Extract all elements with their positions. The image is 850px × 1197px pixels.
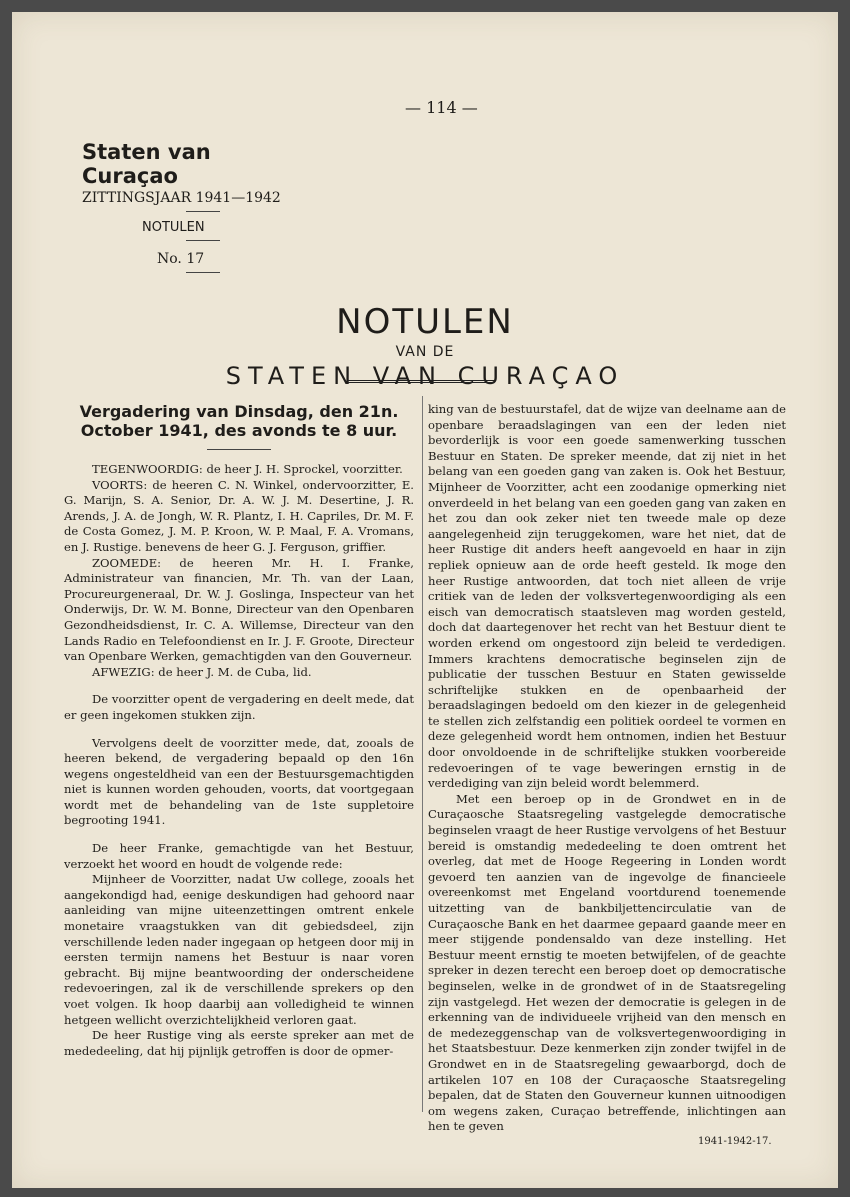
paragraph: Met een beroep op in de Grondwet en in de Curaçaosche Staatsregeling vastgelegde democratische beginselen vraagt de heer Rustige vervolgens of het Bestuur bereid is omstandig mededeeling te doen omtrent het overleg, dat met de Hooge Regeering in Londen wordt gevoerd ten aanzien van de ingevolge de financieele overeenkomst met Engeland voortdurend toenemende uitzetting van de bankbiljettencirculatie van de Curaçaosche Bank en het daarmee gepaard gaande meer en meer stijgende pondensaldo van deze instelling. Het Bestuur meent ernstig te moeten betwijfelen, of de geachte spreker in dezen terecht een beroep doet op democratische beginselen, welke in de grondwet of in de Staatsregeling zijn vastgelegd. Het wezen der democratie is gelegen in de erkenning van de individueele vrijheid van den mensch en de medezeggenschap van de volksvertegenwoordiging in het Staatsbestuur. Deze kenmerken zijn zonder twijfel in de Grondwet en in de Staatsregeling gewaarborgd, doch de artikelen 107 en 108 der Curaçaosche Staatsregeling bepalen, dat de Staten den Gouverneur kunnen uitnoodigen om wegens zaken, Curaçao betreffende, inlichtingen aan hen te geven	[428, 791, 786, 1134]
paragraph: king van de bestuurstafel, dat de wijze van deelname aan de openbare beraadslagingen van een der leden niet bevorderlijk is voor een goede samenwerking tusschen Bestuur en Staten. De spreker meende, dat zij niet in het belang van een goeden gang van zaken is. Ook het Bestuur, Mijnheer de Voorzitter, acht een zoodanige opmerking niet onverdeeld in het belang van een goeden gang van zaken en het zou dan ook zeker niet ten tweede male op deze aangelegenheid zijn teruggekomen, ware het niet, dat de heer Rustige dit anders heeft aangevoeld en haar in zijn repliek opnieuw aan de orde heeft gesteld. Ik moge den heer Rustige antwoorden, dat toch niet alleen de vrije critiek van de leden der volksvertegenwoordiging als een eisch van democratisch staatsleven mag worden gesteld, doch dat daartegenover het recht van het Bestuur dient te worden erkend om ongestoord zijn beleid te verdedigen. Immers krachtens democratische beginselen zijn de publicatie der tusschen Bestuur en Staten gewisselde schriftelijke stukken en de openbaarheid der beraadslagingen bedoeld om den kiezer in de gelegenheid te stellen zich zelfstandig een politiek oordeel te vormen en deze gelegenheid wordt hem ontnomen, indien het Bestuur door onvoldoende in de schriftelijke stukken voorbereide redevoeringen of te vage beweringen ernstig in de verdediging van zijn beleid wordt belemmerd.	[428, 402, 786, 791]
minutes-label: NOTULEN	[142, 220, 205, 235]
paragraph: De heer Franke, gemachtigde van het Bestuur, verzoekt het woord en houdt de volgende rede:	[64, 841, 414, 871]
document-page	[12, 12, 838, 1188]
title-underline	[348, 380, 494, 383]
right-column	[428, 402, 786, 1135]
divider	[207, 449, 271, 450]
masthead	[82, 140, 282, 273]
footer-code: 1941-1942-17.	[698, 1136, 772, 1147]
body-name: Staten van Curaçao	[82, 140, 211, 188]
paragraph: Vervolgens deelt de voorzitter mede, dat, zooals de heeren bekend, de vergadering bepaald op den 16n wegens ongesteldheid van een der Bestuursgemachtigden niet is kunnen worden gehouden, voorts, dat voortgegaan wordt met de behandeling van de 1ste suppletoire begrooting 1941.	[64, 735, 414, 828]
meeting-heading: Vergadering van Dinsdag, den 21n. October 1941, des avonds te 8 uur.	[79, 402, 399, 440]
divider	[186, 211, 220, 212]
paragraph: ZOOMEDE: de heeren Mr. H. I. Franke, Administrateur van financien, Mr. Th. van der Laan, Procureurgeneraal, Dr. W. J. Goslinga, Inspecteur van het Onderwijs, Dr. W. M. Bonne, Directeur van den Openbaren Gezondheidsdienst, Ir. C. A. Willemse, Directeur van den Lands Radio en Telefoondienst en Ir. J. F. Groote, Directeur van Openbare Werken, gemachtigden van den Gouverneur.	[64, 555, 414, 664]
issue-number: No. 17	[157, 251, 205, 267]
paragraph: Mijnheer de Voorzitter, nadat Uw college, zooals het aangekondigd had, eenige deskundigen had gehoord naar aanleiding van mijne uiteenzettingen omtrent enkele monetaire vraagstukken van dit gebiedsdeel, zijn verschillende leden nader ingegaan op hetgeen door mij in eersten termijn namens het Bestuur is naar voren gebracht. Bij mijne beantwoording der onderscheidene redevoeringen, zal ik de verschillende sprekers op den voet volgen. Ik hoop daarbij aan volledigheid te winnen hetgeen wellicht overzichtelijkheid verloren gaat.	[64, 872, 414, 1027]
column-divider	[422, 396, 423, 1112]
page-number: — 114 —	[405, 98, 478, 117]
title-sub: VAN DE	[395, 344, 455, 360]
title-body: STATEN VAN CURAÇAO	[225, 362, 625, 390]
left-column	[64, 402, 414, 1059]
title-main: NOTULEN	[336, 302, 514, 342]
document-title	[12, 302, 838, 390]
paragraph: TEGENWOORDIG: de heer J. H. Sprockel, voorzitter.	[92, 462, 403, 476]
paragraph: VOORTS: de heeren C. N. Winkel, ondervoorzitter, E. G. Marijn, S. A. Senior, Dr. A. W. J. M. Desertine, J. R. Arends, J. A. de Jongh, W. R. Plantz, I. H. Capriles, Dr. M. F. de Costa Gomez, J. M. P. Kroon, W. P. Maal, F. A. Vromans, en J. Rustige. benevens de heer G. J. Ferguson, griffier.	[64, 477, 414, 554]
session-year: ZITTINGSJAAR 1941—1942	[82, 190, 281, 206]
divider	[186, 272, 220, 273]
divider	[186, 240, 220, 241]
paragraph: De voorzitter opent de vergadering en deelt mede, dat er geen ingekomen stukken zijn.	[64, 692, 414, 722]
paragraph: De heer Rustige ving als eerste spreker aan met de mededeeling, dat hij pijnlijk getroffen is door de opmer-	[64, 1028, 414, 1058]
paragraph: AFWEZIG: de heer J. M. de Cuba, lid.	[92, 664, 312, 679]
